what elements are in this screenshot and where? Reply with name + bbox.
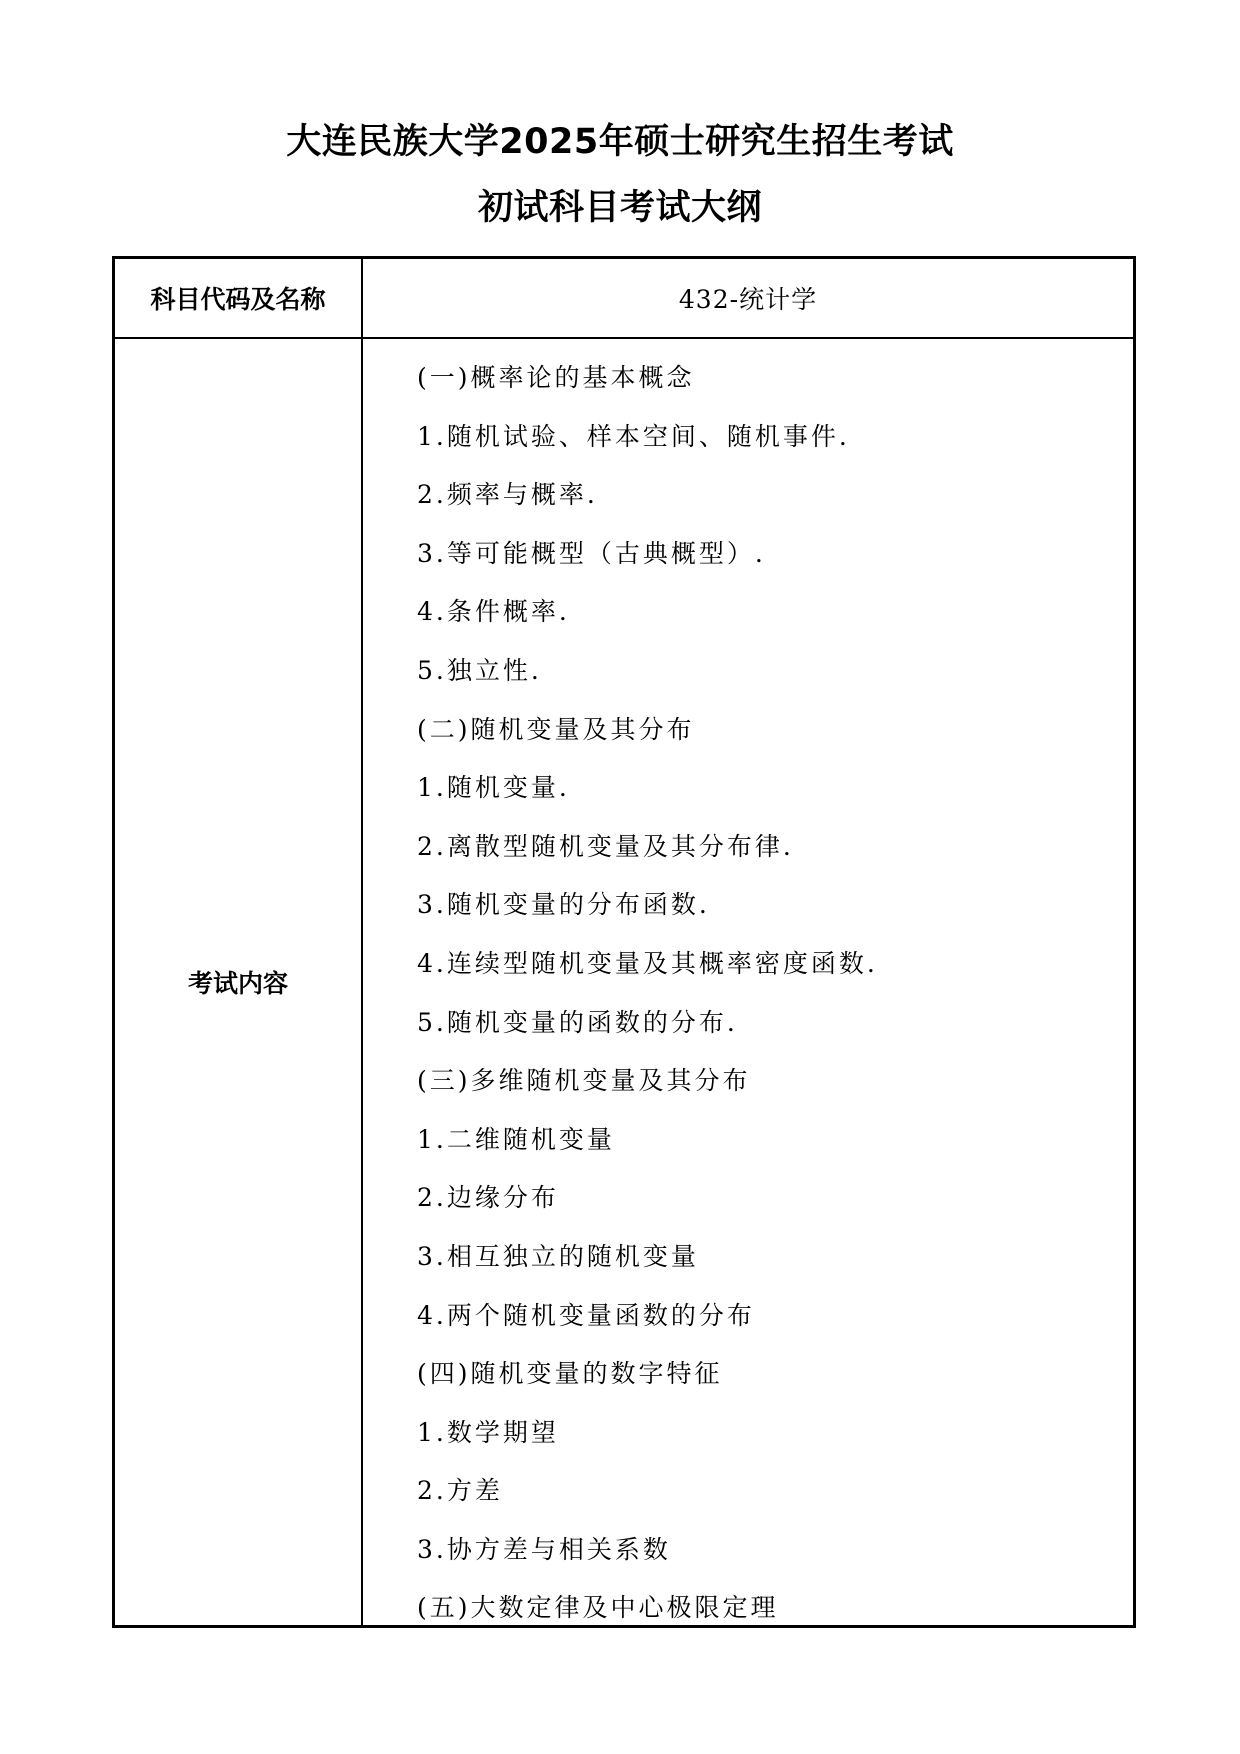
content-item: (三)多维随机变量及其分布: [417, 1066, 751, 1096]
subject-code-label: 科目代码及名称: [150, 285, 326, 314]
content-item: 3.随机变量的分布函数.: [417, 890, 710, 920]
content-item: (四)随机变量的数字特征: [417, 1359, 723, 1389]
content-item: 2.离散型随机变量及其分布律.: [417, 831, 794, 861]
content-item: 2.方差: [417, 1476, 503, 1506]
document-subtitle: 初试科目考试大纲: [477, 188, 762, 228]
content-item: (二)随机变量及其分布: [417, 714, 695, 744]
content-item: 3.等可能概型（古典概型）.: [417, 538, 766, 568]
content-item: 1.二维随机变量: [417, 1124, 615, 1154]
document-title: 大连民族大学2025年硕士研究生招生考试: [286, 122, 954, 162]
content-item: 4.条件概率.: [417, 597, 570, 627]
content-item: 3.协方差与相关系数: [417, 1534, 671, 1564]
content-item: 4.连续型随机变量及其概率密度函数.: [417, 948, 878, 978]
syllabus-table: [112, 256, 1136, 1628]
content-item: 4.两个随机变量函数的分布: [417, 1300, 755, 1330]
content-item: (一)概率论的基本概念: [417, 363, 695, 392]
exam-content-label: 考试内容: [187, 969, 288, 998]
content-item: 1.数学期望: [417, 1417, 559, 1447]
column-divider: [361, 259, 363, 1625]
content-item: 1.随机变量.: [417, 773, 570, 803]
content-item: 2.频率与概率.: [417, 480, 598, 510]
subject-code-value: 432-统计学: [678, 285, 818, 314]
content-item: (五)大数定律及中心极限定理: [417, 1593, 779, 1623]
content-item: 3.相互独立的随机变量: [417, 1241, 699, 1271]
content-item: 5.独立性.: [417, 655, 542, 685]
content-item: 5.随机变量的函数的分布.: [417, 1007, 738, 1037]
content-item: 2.边缘分布: [417, 1183, 559, 1213]
content-item: 1.随机试验、样本空间、随机事件.: [417, 421, 850, 451]
exam-content-list: [417, 349, 1117, 1638]
